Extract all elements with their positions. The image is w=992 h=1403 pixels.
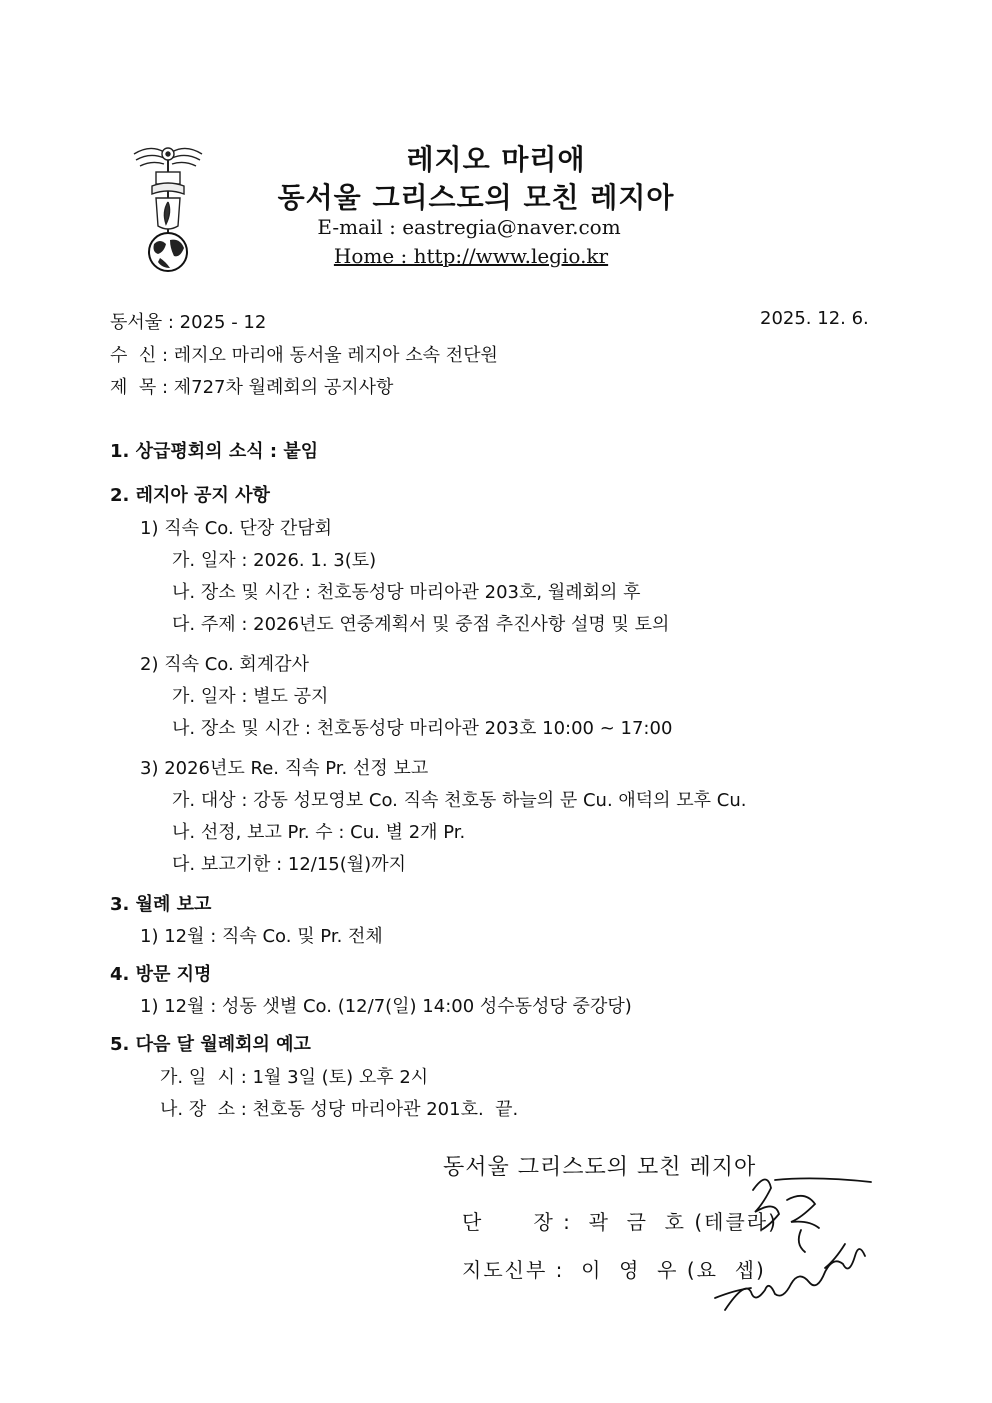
- section-2-sub2-title: 2) 직속 Co. 회계감사: [140, 654, 309, 675]
- subject-line: 제 목 : 제727차 월례회의 공지사항: [110, 377, 394, 398]
- section-2-sub3-item-c: 다. 보고기한 : 12/15(월)까지: [172, 854, 406, 875]
- footer-org-name: 동서울 그리스도의 모친 레지아: [443, 1155, 757, 1180]
- section-5-item-a: 가. 일 시 : 1월 3일 (토) 오후 2시: [160, 1067, 429, 1088]
- section-2-sub3-item-a: 가. 대상 : 강동 성모영보 Co. 직속 천호동 하늘의 문 Cu. 애덕의 모후 Cu.: [172, 790, 747, 811]
- section-2-sub3-title: 3) 2026년도 Re. 직속 Pr. 선정 보고: [140, 758, 429, 779]
- section-2-sub1-item-b: 나. 장소 및 시간 : 천호동성당 마리아관 203호, 월례회의 후: [172, 582, 641, 603]
- section-2-sub1-title: 1) 직속 Co. 단장 간담회: [140, 518, 333, 539]
- handwritten-signature-icon: [705, 1160, 885, 1320]
- doc-number: 동서울 : 2025 - 12: [110, 312, 267, 333]
- section-2-sub2-item-b: 나. 장소 및 시간 : 천호동성당 마리아관 203호 10:00 ~ 17:00: [172, 718, 673, 739]
- footer-leader: 단 장 : 곽 금 호 (테클라): [462, 1210, 778, 1234]
- section-4-item: 1) 12월 : 성동 샛별 Co. (12/7(일) 14:00 성수동성당 중강당): [140, 996, 632, 1017]
- home-link[interactable]: Home : http://www.legio.kr: [333, 244, 609, 268]
- section-2-sub1-item-c: 다. 주제 : 2026년도 연중계획서 및 중점 추진사항 설명 및 토의: [172, 614, 670, 635]
- section-3-item: 1) 12월 : 직속 Co. 및 Pr. 전체: [140, 926, 383, 947]
- section-4-title: 4. 방문 지명: [110, 964, 212, 985]
- section-5-title: 5. 다음 달 월례회의 예고: [110, 1034, 311, 1055]
- title-regia-name: 동서울 그리스도의 모친 레지아: [277, 181, 675, 214]
- doc-date: 2025. 12. 6.: [760, 308, 869, 329]
- section-1-title: 1. 상급평회의 소식 : 붙임: [110, 441, 319, 462]
- email-line: E-mail : eastregia@naver.com: [317, 215, 621, 239]
- section-5-item-b: 나. 장 소 : 천호동 성당 마리아관 201호. 끝.: [160, 1099, 519, 1120]
- title-legio-mariae: 레지오 마리애: [406, 143, 586, 176]
- home-line: [0, 244, 942, 268]
- section-2-sub1-item-a: 가. 일자 : 2026. 1. 3(토): [172, 550, 377, 571]
- section-2-sub2-item-a: 가. 일자 : 별도 공지: [172, 686, 329, 707]
- section-2-sub3-item-b: 나. 선정, 보고 Pr. 수 : Cu. 별 2개 Pr.: [172, 822, 466, 843]
- recipient-line: 수 신 : 레지오 마리애 동서울 레지아 소속 전단원: [110, 345, 498, 366]
- footer-priest: 지도신부 : 이 영 우 (요 셉): [462, 1258, 766, 1282]
- section-2-title: 2. 레지아 공지 사항: [110, 485, 270, 506]
- section-3-title: 3. 월례 보고: [110, 894, 212, 915]
